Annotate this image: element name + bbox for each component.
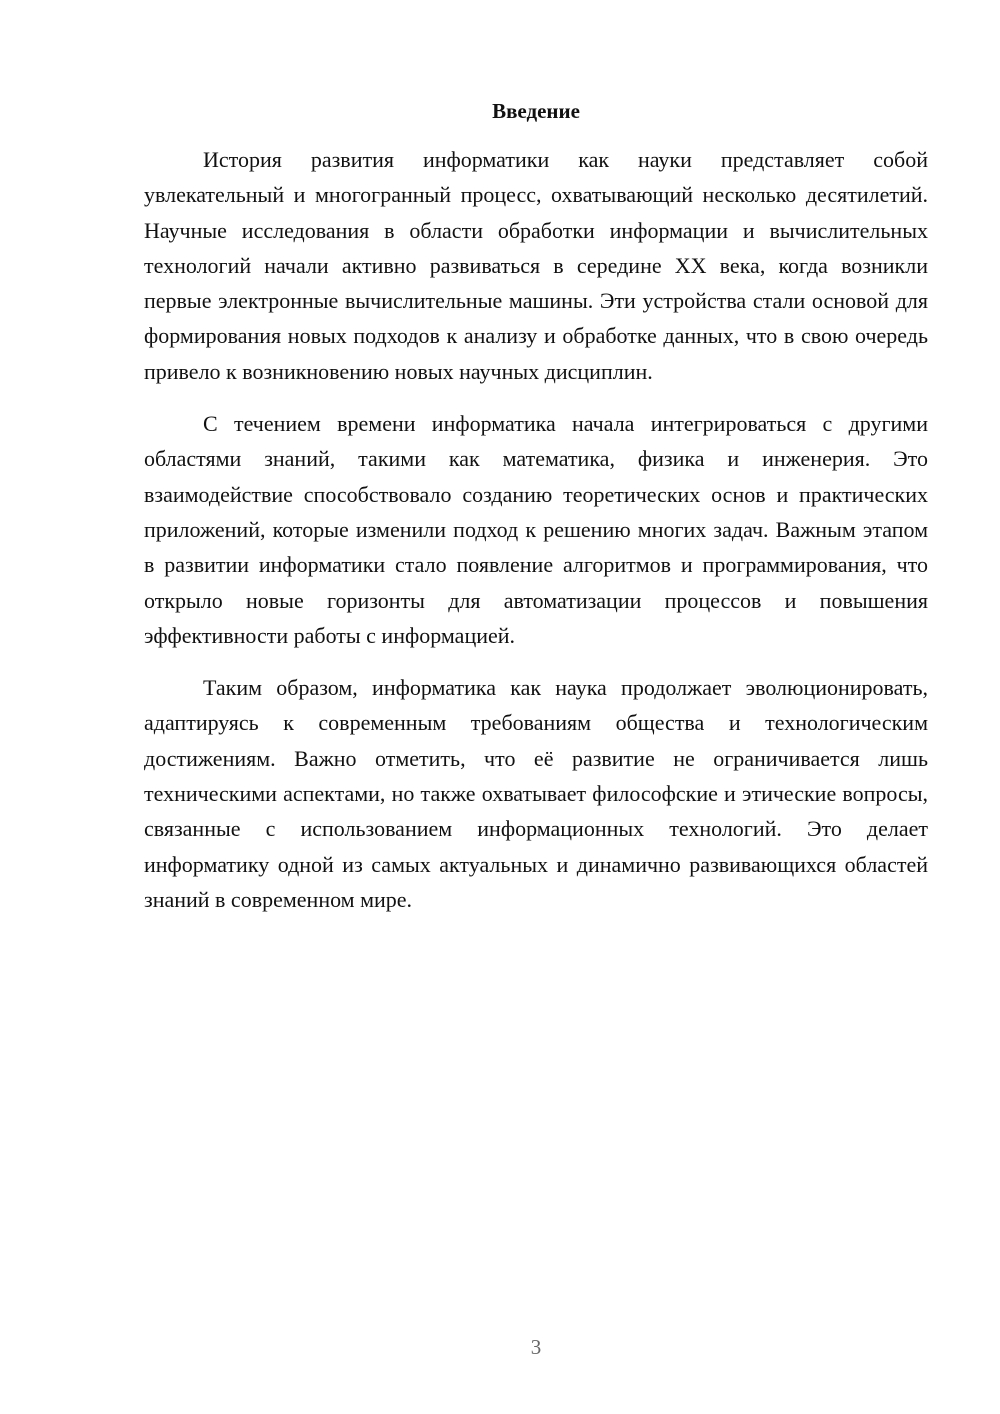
paragraph-3: Таким образом, информатика как наука продолжает эволюционировать, адаптируясь к современным требованиям общества и технологическим достижениям. Важно отметить, что её развитие не ограничивается лишь техническими аспектами, но также охватывает философские и этические вопросы, связанные с использованием информационных технологий. Это делает информатику одной из самых актуальных и динамично развивающихся областей знаний в современном мире. <box>144 675 928 912</box>
paragraph-2: С течением времени информатика начала интегрироваться с другими областями знаний, такими как математика, физика и инженерия. Это взаимодействие способствовало созданию теоретических основ и практических приложений, которые изменили подход к решению многих задач. Важным этапом в развитии информатики стало появление алгоритмов и программирования, что открыло новые горизонты для автоматизации процессов и повышения эффективности работы с информацией. <box>144 411 928 648</box>
page-title: Введение <box>492 99 580 123</box>
page-number: 3 <box>530 1335 542 1359</box>
paragraph-1: История развития информатики как науки представляет собой увлекательный и многогранный процесс, охватывающий несколько десятилетий. Научные исследования в области обработки информации и вычислительных технологий начали активно развиваться в середине XX века, когда возникли первые электронные вычислительные машины. Эти устройства стали основой для формирования новых подходов к анализу и обработке данных, что в свою очередь привело к возникновению новых научных дисциплин. <box>144 147 928 384</box>
document-body <box>144 142 928 934</box>
